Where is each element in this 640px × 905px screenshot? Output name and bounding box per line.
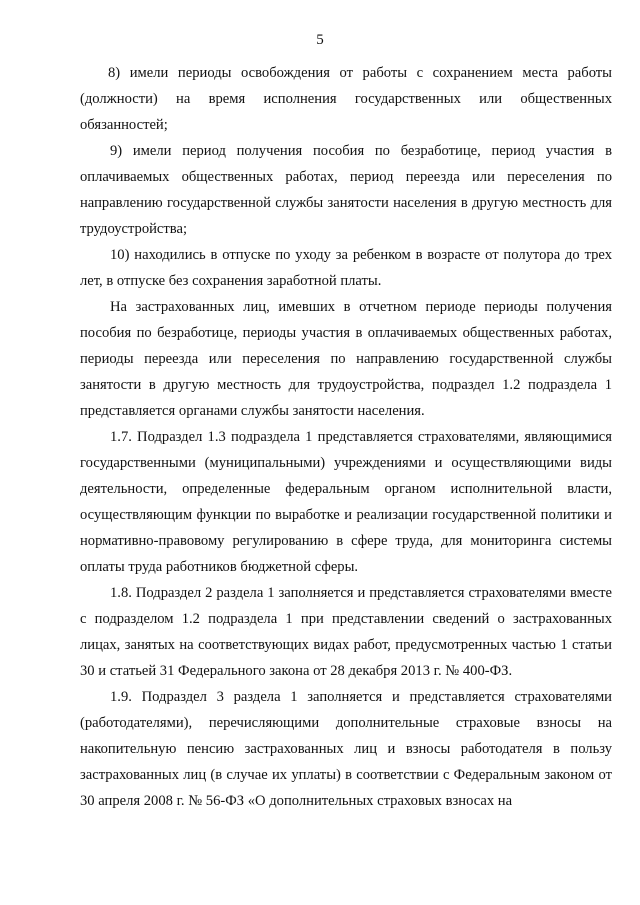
paragraph-item-9: 9) имели период получения пособия по безработице, период участия в оплачиваемых общественных работах, период переезда или переселения по направлению государственной службы занятости населения в другую местность для трудоустройства;	[80, 143, 612, 237]
paragraph-employment-service: На застрахованных лиц, имевших в отчетном периоде периоды получения пособия по безработице, периоды участия в оплачиваемых общественных работах, периоды переезда или переселения по направлению государственной службы занятости в другую местность для трудоустройства, подраздел 1.2 подраздела 1 представляется органами службы занятости населения.	[80, 299, 612, 419]
paragraph-section-1-7: 1.7. Подраздел 1.3 подраздела 1 представляется страхователями, являющимися государственными (муниципальными) учреждениями и осуществляющими виды деятельности, определенные федеральным органом исполнительной власти, осуществляющим функции по выработке и реализации государственной политики и нормативно-правовому регулированию в сфере труда, для мониторинга системы оплаты труда работников бюджетной сферы.	[80, 429, 612, 575]
paragraph-section-1-9: 1.9. Подраздел 3 раздела 1 заполняется и представляется страхователями (работодателями), перечисляющими дополнительные страховые взносы на накопительную пенсию застрахованных лиц и взносы работодателя в пользу застрахованных лиц (в случае их уплаты) в соответствии с Федеральным законом от 30 апреля 2008 г. № 56-ФЗ «О дополнительных страховых взносах на	[80, 689, 612, 809]
paragraph-section-1-8: 1.8. Подраздел 2 раздела 1 заполняется и представляется страхователями вместе с подразделом 1.2 подраздела 1 при представлении сведений о застрахованных лицах, занятых на соответствующих видах работ, предусмотренных частью 1 статьи 30 и статьей 31 Федерального закона от 28 декабря 2013 г. № 400-ФЗ.	[80, 585, 612, 679]
document-body	[80, 60, 612, 814]
page-number: 5	[316, 32, 324, 48]
paragraph-item-10: 10) находились в отпуске по уходу за ребенком в возрасте от полутора до трех лет, в отпуске без сохранения заработной платы.	[80, 247, 612, 289]
paragraph-item-8: 8) имели периоды освобождения от работы с сохранением места работы (должности) на время исполнения государственных или общественных обязанностей;	[80, 65, 612, 133]
